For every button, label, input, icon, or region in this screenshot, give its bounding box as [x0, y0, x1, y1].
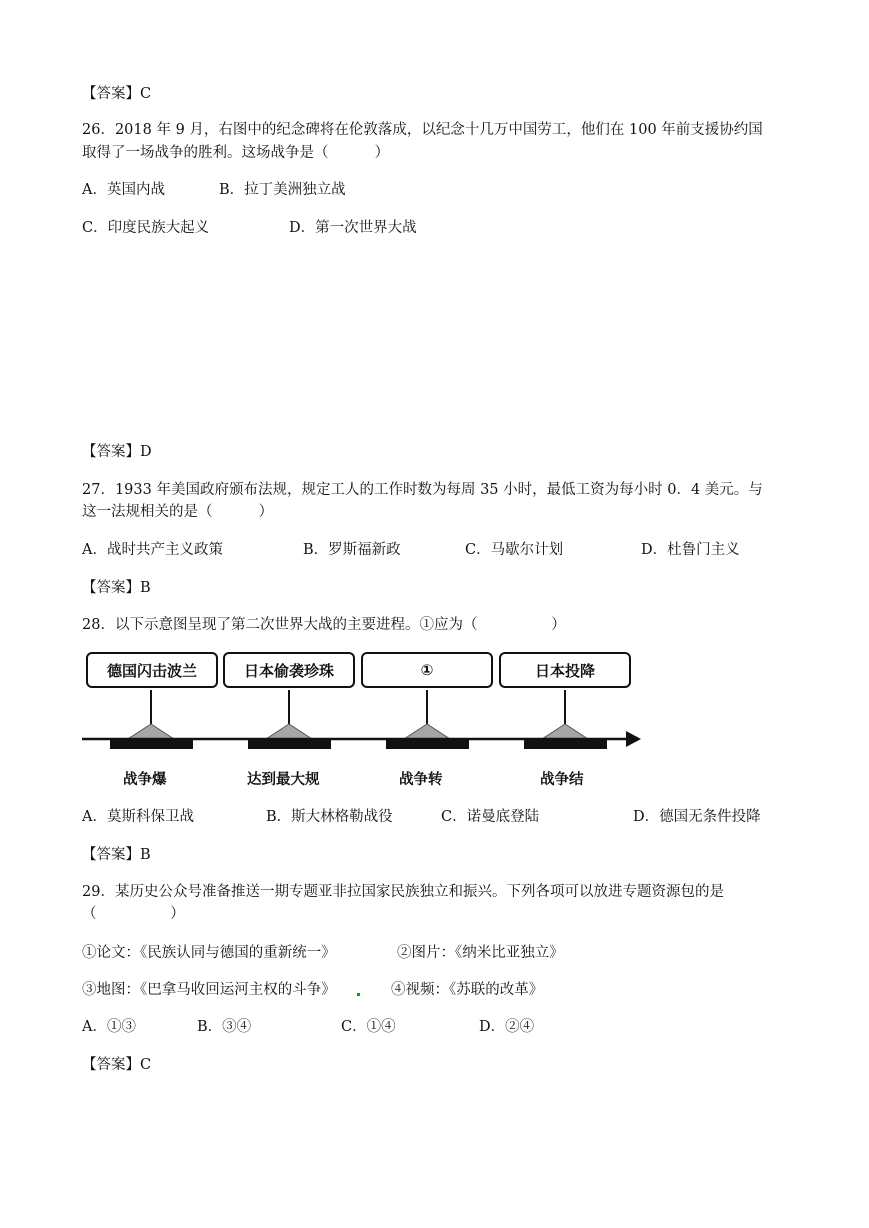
- q29-stem-line1: 29．某历史公众号准备推送一期专题亚非拉国家民族独立和振兴。下列各项可以放进专题资源包的是: [82, 884, 724, 900]
- timeline-label-4: 战争结: [540, 772, 584, 788]
- timeline-box-3: [361, 652, 493, 688]
- q27-option-c: C．马歇尔计划: [465, 542, 564, 558]
- timeline-label-2: 达到最大规: [247, 772, 320, 788]
- q29-option-a: A．①③: [82, 1019, 136, 1035]
- answer-25: 【答案】C: [82, 86, 152, 102]
- marker-triangle-3: [404, 724, 450, 739]
- q26-option-c: C．印度民族大起义: [82, 220, 210, 236]
- q27-option-b: B．罗斯福新政: [303, 542, 401, 558]
- bar-2: [248, 740, 331, 749]
- timeline-label-3: 战争转: [399, 772, 443, 788]
- q28-option-c: C．诺曼底登陆: [441, 809, 540, 825]
- q27-stem-line2: 这一法规相关的是（ ）: [82, 504, 274, 520]
- axis-arrowhead: [626, 731, 641, 747]
- marker-triangle-2: [266, 724, 312, 739]
- q29-option-b: B．③④: [197, 1019, 252, 1035]
- q29-item-4: ④视频：《苏联的改革》: [391, 982, 544, 998]
- q27-option-a: A．战时共产主义政策: [82, 542, 223, 558]
- bar-4: [524, 740, 607, 749]
- answer-27: 【答案】B: [82, 580, 151, 596]
- q29-item-1: ①论文：《民族认同与德国的重新统一》: [82, 945, 336, 961]
- timeline-box-2-text: 日本偷袭珍珠: [243, 661, 334, 680]
- q28-option-a: A．莫斯科保卫战: [82, 809, 194, 825]
- answer-26: 【答案】D: [82, 444, 152, 460]
- q27-stem-line1: 27．1933 年美国政府颁布法规，规定工人的工作时数为每周 35 小时，最低工资为每小时 0．4 美元。与: [82, 482, 763, 498]
- answer-28: 【答案】B: [82, 847, 151, 863]
- marker-triangle-1: [128, 724, 174, 739]
- q29-option-d: D．②④: [479, 1019, 535, 1035]
- timeline-box-4-text: 日本投降: [534, 661, 595, 680]
- q29-item-2: ②图片：《纳米比亚独立》: [397, 945, 564, 961]
- bar-3: [386, 740, 469, 749]
- q29-item-3: ③地图：《巴拿马收回运河主权的斗争》: [82, 982, 336, 998]
- green-dot-mark: [357, 993, 360, 996]
- q29-stem-line2: （ ）: [82, 906, 185, 922]
- q26-option-d: D．第一次世界大战: [289, 220, 417, 236]
- q26-stem-line2: 取得了一场战争的胜利。这场战争是（ ）: [82, 145, 390, 161]
- timeline-box-1: [86, 652, 218, 688]
- timeline-box-2: [223, 652, 355, 688]
- timeline-label-1: 战争爆: [123, 772, 167, 788]
- timeline-box-4: [499, 652, 631, 688]
- q28-option-d: D．德国无条件投降: [633, 809, 761, 825]
- timeline-box-1-text: 德国闪击波兰: [106, 661, 197, 680]
- q26-option-b: B．拉丁美洲独立战: [219, 182, 346, 198]
- q27-option-d: D．杜鲁门主义: [641, 542, 740, 558]
- timeline-box-3-text: ①: [420, 661, 434, 679]
- answer-29: 【答案】C: [82, 1057, 152, 1073]
- q28-stem: 28．以下示意图呈现了第二次世界大战的主要进程。①应为（ ）: [82, 617, 566, 633]
- q28-option-b: B．斯大林格勒战役: [266, 809, 393, 825]
- bar-1: [110, 740, 193, 749]
- marker-triangle-4: [542, 724, 588, 739]
- q26-option-a: A．英国内战: [82, 182, 165, 198]
- q29-option-c: C．①④: [341, 1019, 396, 1035]
- q26-stem-line1: 26．2018 年 9 月，右图中的纪念碑将在伦敦落成，以纪念十几万中国劳工，他们在 100 年前支援协约国: [82, 122, 763, 138]
